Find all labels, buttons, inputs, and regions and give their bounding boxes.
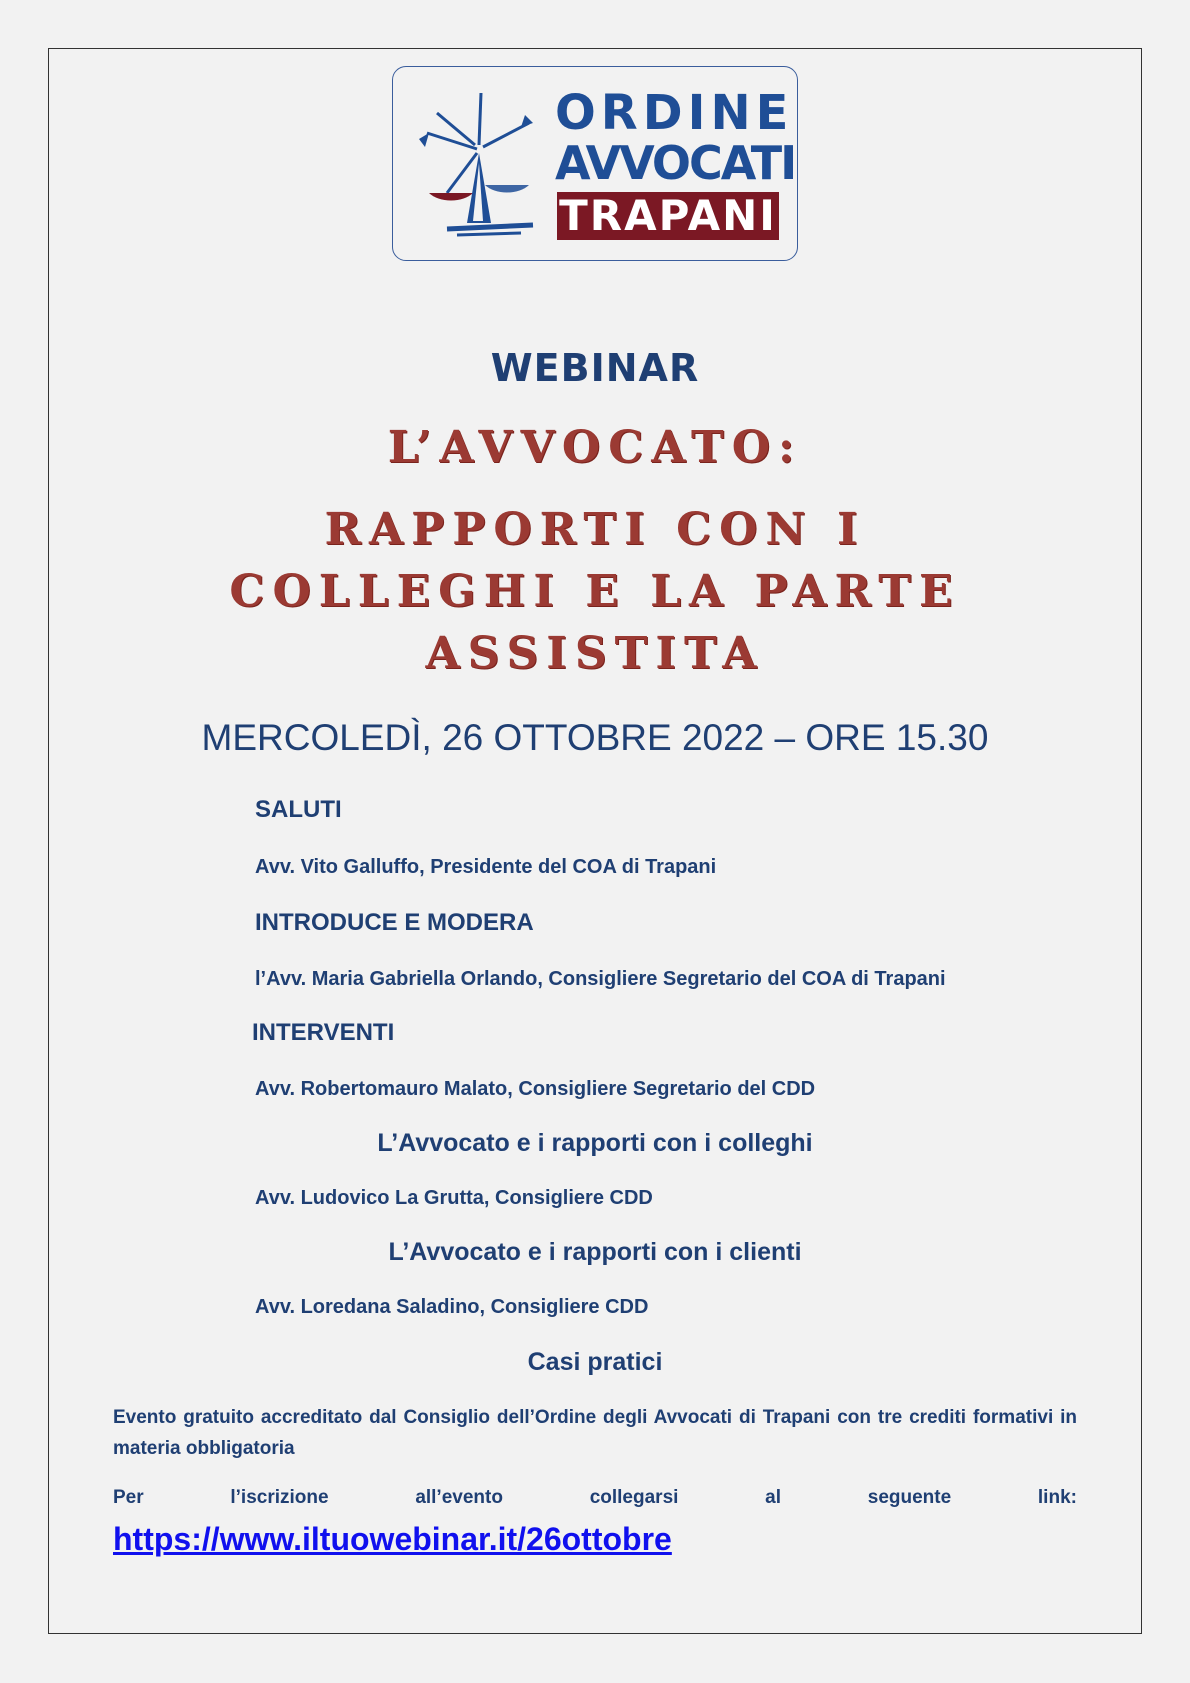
interventi-heading: INTERVENTI xyxy=(252,1019,395,1046)
talk-clienti: L’Avvocato e i rapporti con i clienti xyxy=(388,1238,802,1266)
accreditation-note: Evento gratuito accreditato dal Consiglio dell’Ordine degli Avvocati di Trapani con tre crediti formativi in materia obbligatoria xyxy=(113,1407,1077,1459)
signup-word: Per xyxy=(113,1487,144,1508)
webinar-heading: WEBINAR xyxy=(490,346,700,390)
title-line-3: COLLEGHI E LA PARTE xyxy=(229,566,961,617)
saluti-heading: SALUTI xyxy=(255,796,342,823)
logo-text-avvocati: AVVOCATI xyxy=(555,136,796,190)
signup-word: l’iscrizione xyxy=(230,1487,329,1508)
signup-word: link: xyxy=(1037,1487,1077,1508)
speaker-saladino: Avv. Loredana Saladino, Consigliere CDD xyxy=(255,1296,649,1318)
title-line-2: RAPPORTI CON I xyxy=(324,504,866,555)
signup-word: all’evento xyxy=(415,1487,503,1508)
speaker-la-grutta: Avv. Ludovico La Grutta, Consigliere CDD xyxy=(255,1187,653,1209)
logo-text-trapani: TRAPANI xyxy=(557,192,779,240)
scales-of-justice-windmill-icon xyxy=(417,93,535,238)
introduce-speaker: l’Avv. Maria Gabriella Orlando, Consigliere Segretario del COA di Trapani xyxy=(255,968,946,990)
talk-casi-pratici: Casi pratici xyxy=(527,1348,663,1376)
talk-colleghi: L’Avvocato e i rapporti con i colleghi xyxy=(377,1129,813,1157)
logo-text-ordine: ORDINE xyxy=(555,85,794,141)
signup-word: seguente xyxy=(867,1487,952,1508)
signup-line xyxy=(113,1484,1077,1512)
registration-link[interactable]: https://www.iltuowebinar.it/26ottobre xyxy=(113,1521,672,1557)
ordine-avvocati-logo xyxy=(392,66,798,261)
title-line-1: L’AVVOCATO: xyxy=(387,422,803,473)
saluti-speaker: Avv. Vito Galluffo, Presidente del COA di Trapani xyxy=(255,856,717,878)
page-border xyxy=(48,48,1142,1634)
title-line-4: ASSISTITA xyxy=(425,628,765,679)
event-date: MERCOLEDÌ, 26 OTTOBRE 2022 – ORE 15.30 xyxy=(201,717,989,758)
speaker-malato: Avv. Robertomauro Malato, Consigliere Segretario del CDD xyxy=(255,1078,816,1100)
signup-word: collegarsi xyxy=(589,1487,679,1508)
signup-word: al xyxy=(765,1487,782,1508)
introduce-heading: INTRODUCE E MODERA xyxy=(255,909,534,936)
